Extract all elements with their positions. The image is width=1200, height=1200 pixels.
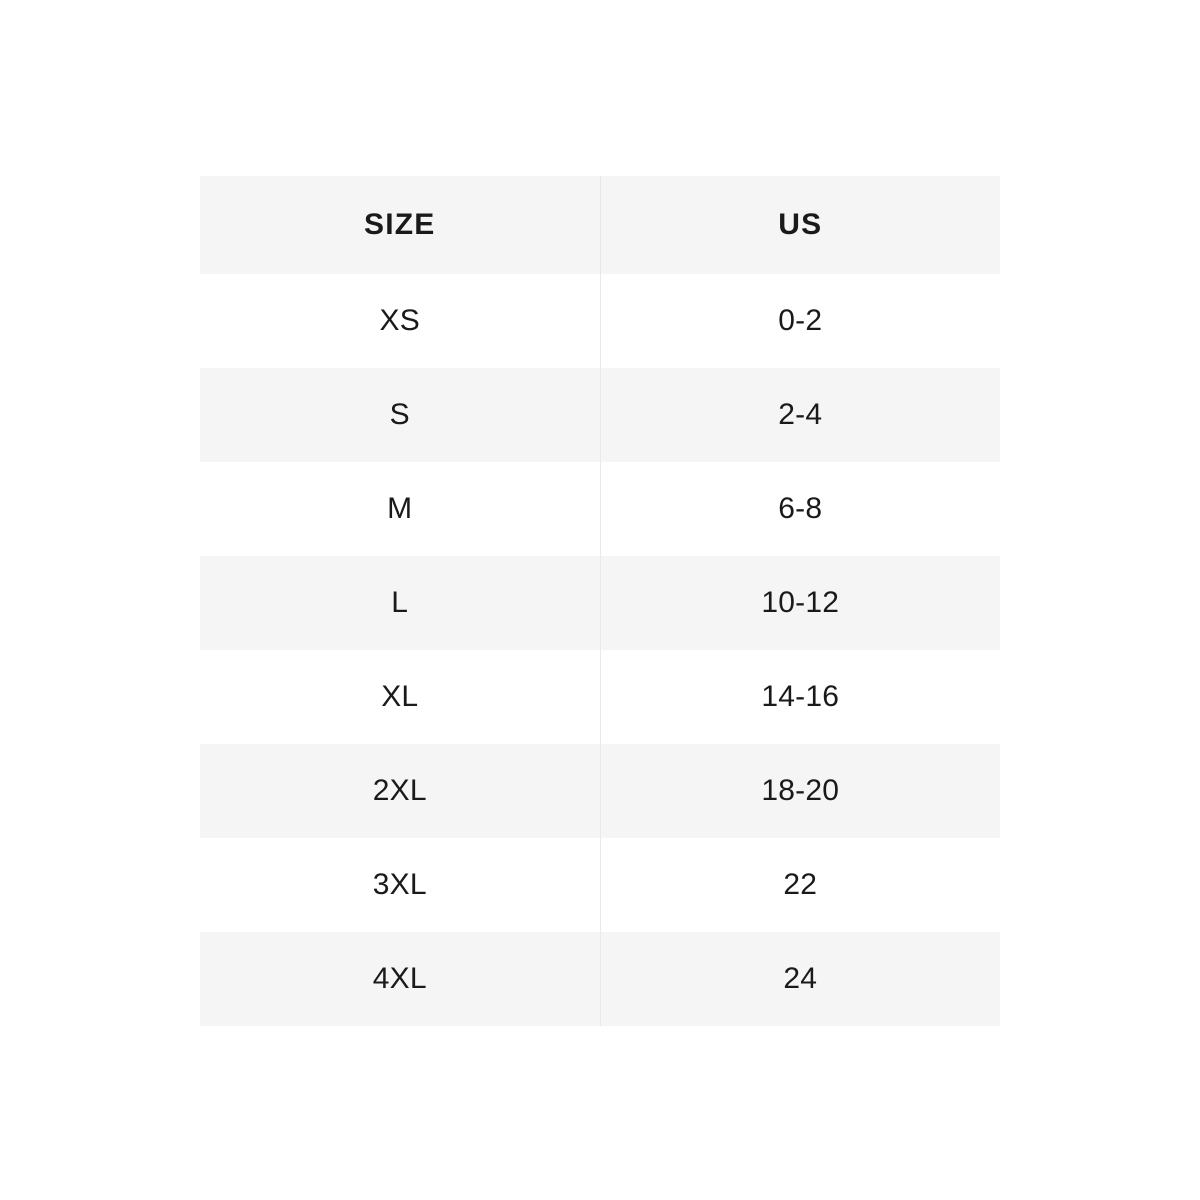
table-header-row (200, 176, 1000, 274)
cell-size: M (200, 462, 600, 556)
cell-size: 2XL (200, 744, 600, 838)
cell-size: 4XL (200, 932, 600, 1026)
table-header (200, 176, 1000, 274)
cell-us: 6-8 (600, 462, 1000, 556)
cell-size: XL (200, 650, 600, 744)
cell-size: 3XL (200, 838, 600, 932)
cell-us: 22 (600, 838, 1000, 932)
table-row (200, 462, 1000, 556)
table-row (200, 274, 1000, 368)
table-row (200, 368, 1000, 462)
cell-us: 18-20 (600, 744, 1000, 838)
cell-size: S (200, 368, 600, 462)
cell-size: L (200, 556, 600, 650)
cell-us: 2-4 (600, 368, 1000, 462)
cell-size: XS (200, 274, 600, 368)
column-header-us: US (600, 176, 1000, 274)
table-row (200, 744, 1000, 838)
column-header-size: SIZE (200, 176, 600, 274)
table-row (200, 650, 1000, 744)
cell-us: 24 (600, 932, 1000, 1026)
cell-us: 0-2 (600, 274, 1000, 368)
table-row (200, 932, 1000, 1026)
table-row (200, 556, 1000, 650)
cell-us: 10-12 (600, 556, 1000, 650)
table-row (200, 838, 1000, 932)
cell-us: 14-16 (600, 650, 1000, 744)
size-chart-table (200, 176, 1000, 1026)
table-body (200, 274, 1000, 1026)
